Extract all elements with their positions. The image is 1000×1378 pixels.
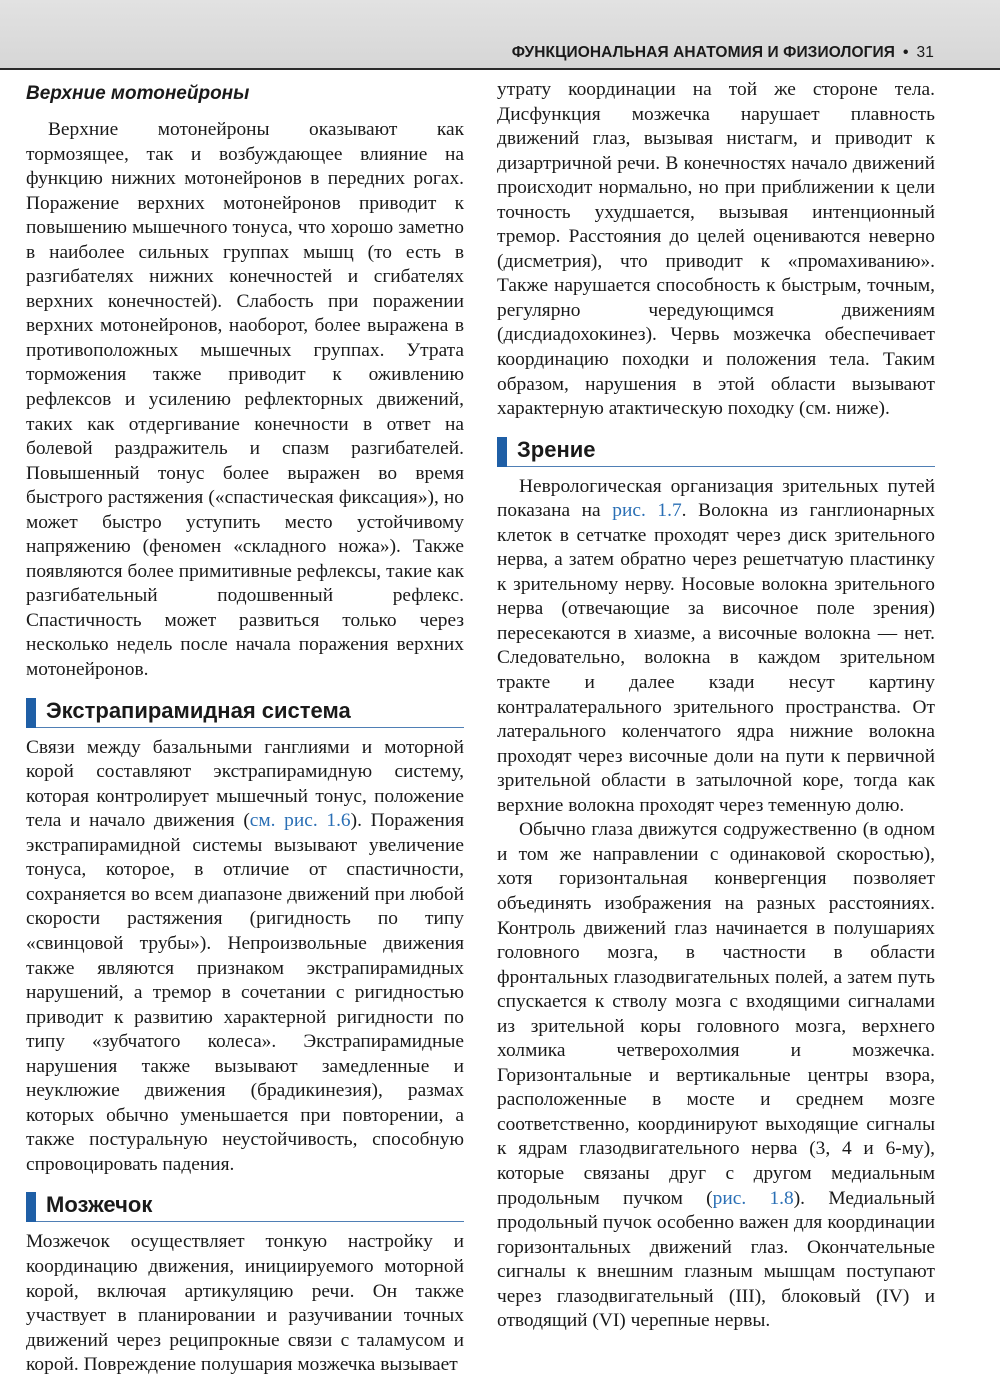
section-heading-extrapyramidal: Экстрапирамидная система [26,697,464,728]
paragraph-eye-movements [497,818,935,1333]
section-heading-vision: Зрение [497,436,935,467]
figure-link-1-7[interactable]: рис. 1.7 [612,500,682,522]
paragraph-visual-pathways-text-a: Неврологическая организация зрительных путей показана на [497,475,935,522]
running-head-title: ФУНКЦИОНАЛЬНАЯ АНАТОМИЯ И ФИЗИОЛОГИЯ [511,44,896,61]
paragraph-eye-movements-text-b: ). Медиальный продольный пучок особенно важен для координации горизонтальных движений глаз. Окончательные сигналы к внешним глазным мышцам поступают через глазодвигательный (III), блоковый (IV) и отводящий (VI) черепные нервы. [497,1187,935,1332]
paragraph-visual-pathways [497,475,935,819]
paragraph-extrapyramidal [26,736,464,1178]
section-heading-cerebellum: Мозжечок [26,1191,464,1222]
left-column [26,78,464,1378]
paragraph-visual-pathways-text-b: . Волокна из ганглионарных клеток в сетчатке проходят через диск зрительного нерва, а затем обратно через решетчатую пластинку к зрительному нерву. Носовые волокна зрительного нерва (отвечающие за височное поле зрения) пересекаются в хиазме, а височные волокна — нет. Следовательно, волокна в каждом зрительном тракте и далее кзади несут картину контралатерального зрительного пространства. От латерального коленчатого ядра нижние волокна проходят через височные доли на пути к первичной зрительной области в затылочной коре, тогда как верхние волокна проходят через теменную долю. [497,500,935,816]
paragraph-extrapyramidal-text-b: ). Поражения экстрапирамидной системы вызывают увеличение тонуса, которое, в отличие от спастичности, сохраняется во всем диапазоне движений при любой скорости растяжения (ригидность по типу «свинцовой трубы»). Непроизвольные движения также являются признаком экстрапирамидных нарушений, а тремор в сочетании с ригидностью приводит к развитию характерной ригидности по типу «зубчатого колеса». Экстрапирамидные нарушения также вызывают замедленные и неуклюжие движения (брадикинезия), размах которых обычно уменьшается при повторении, а также постуральную неустойчивость, способную спровоцировать падения. [26,810,465,1175]
paragraph-eye-movements-text-a: Обычно глаза движутся содружественно (в одном и том же направлении с одинаковой скоростью), хотя горизонтальная конвергенция позволяет объединять изображения на разных расстояниях. Контроль движений глаз начинается в полушариях головного мозга, в частности в области фронтальных глазодвигательных полей, а затем путь спускается к стволу мозга с входящими сигналами из зрительной коры головного мозга, верхнего холмика четверохолмия и мозжечка. Горизонтальные и вертикальные центры взора, расположенные в мосте и среднем мозге соответственно, координируют выходящие сигналы к ядрам глазодвигательного нерва (3, 4 и 6-му), которые связаны друг с другом медиальным продольным пучком ( [497,819,935,1209]
paragraph-extrapyramidal-text-a: Связи между базальными ганглиями и моторной корой составляют экстрапирамидную систему, которая контролирует мышечный тонус, положение тела и начало движения ( [26,736,464,832]
subhead-upper-motor-neurons: Верхние мотонейроны [26,83,250,104]
right-column [497,78,935,1334]
running-head [512,44,934,62]
paragraph-cerebellum: Мозжечок осуществляет тонкую настройку и координацию движения, инициируемого моторной корой, включая артикуляцию речи. Он также участвует в планировании и разучивании точных движений через реципрокные связи с таламусом и корой. Повреждение полушария мозжечка вызывает [26,1231,464,1376]
page-number: 31 [916,44,934,61]
running-head-separator: • [903,44,909,61]
figure-link-1-8[interactable]: рис. 1.8 [712,1187,794,1209]
paragraph-cerebellum-continued: утрату координации на той же стороне тела. Дисфункция мозжечка нарушает плавность движений глаз, вызывая нистагм, и приводит к дизартричной речи. В конечностях начало движений происходит нормально, но при приближении к цели точность ухудшается, вызывая интенционный тремор. Расстояния до целей оцениваются неверно (дисметрия), что приводит к «промахиванию». Также нарушается способность к быстрым, точным, регулярно чередующимся движениям (дисдиадохокинез). Червь мозжечка обеспечивает координацию походки и положения тела. Таким образом, нарушения в этой области вызывают характерную атактическую походку (см. ниже). [497,79,935,420]
figure-link-1-6[interactable]: см. рис. 1.6 [249,810,351,832]
page-header-band [0,0,1000,70]
paragraph-upper-motor-neurons: Верхние мотонейроны оказывают как тормозящее, так и возбуждающее влияние на функцию нижних мотонейронов в передних рогах. Поражение верхних мотонейронов приводит к повышению мышечного тонуса, что хорошо заметно в наиболее сильных группах мышц (то есть в разгибателях нижних конечностей и сгибателях верхних конечностей). Слабость при поражении верхних мотонейронов, наоборот, более выражена в противоположных мышечных группах. Утрата торможения также приводит к оживлению рефлексов и усилению рефлекторных движений, таких как отдергивание конечности в ответ на болевой раздражитель и спазм разгибателей. Повышенный тонус более выражен во время быстрого растяжения («спастическая фиксация»), но может быстро уступить место устойчивому напряжению (феномен «складного ножа»). Также появляются более примитивные рефлексы, такие как разгибательный подошвенный рефлекс. Спастичность может развиться только через несколько недель после начала поражения верхних мотонейронов. [26,119,464,681]
